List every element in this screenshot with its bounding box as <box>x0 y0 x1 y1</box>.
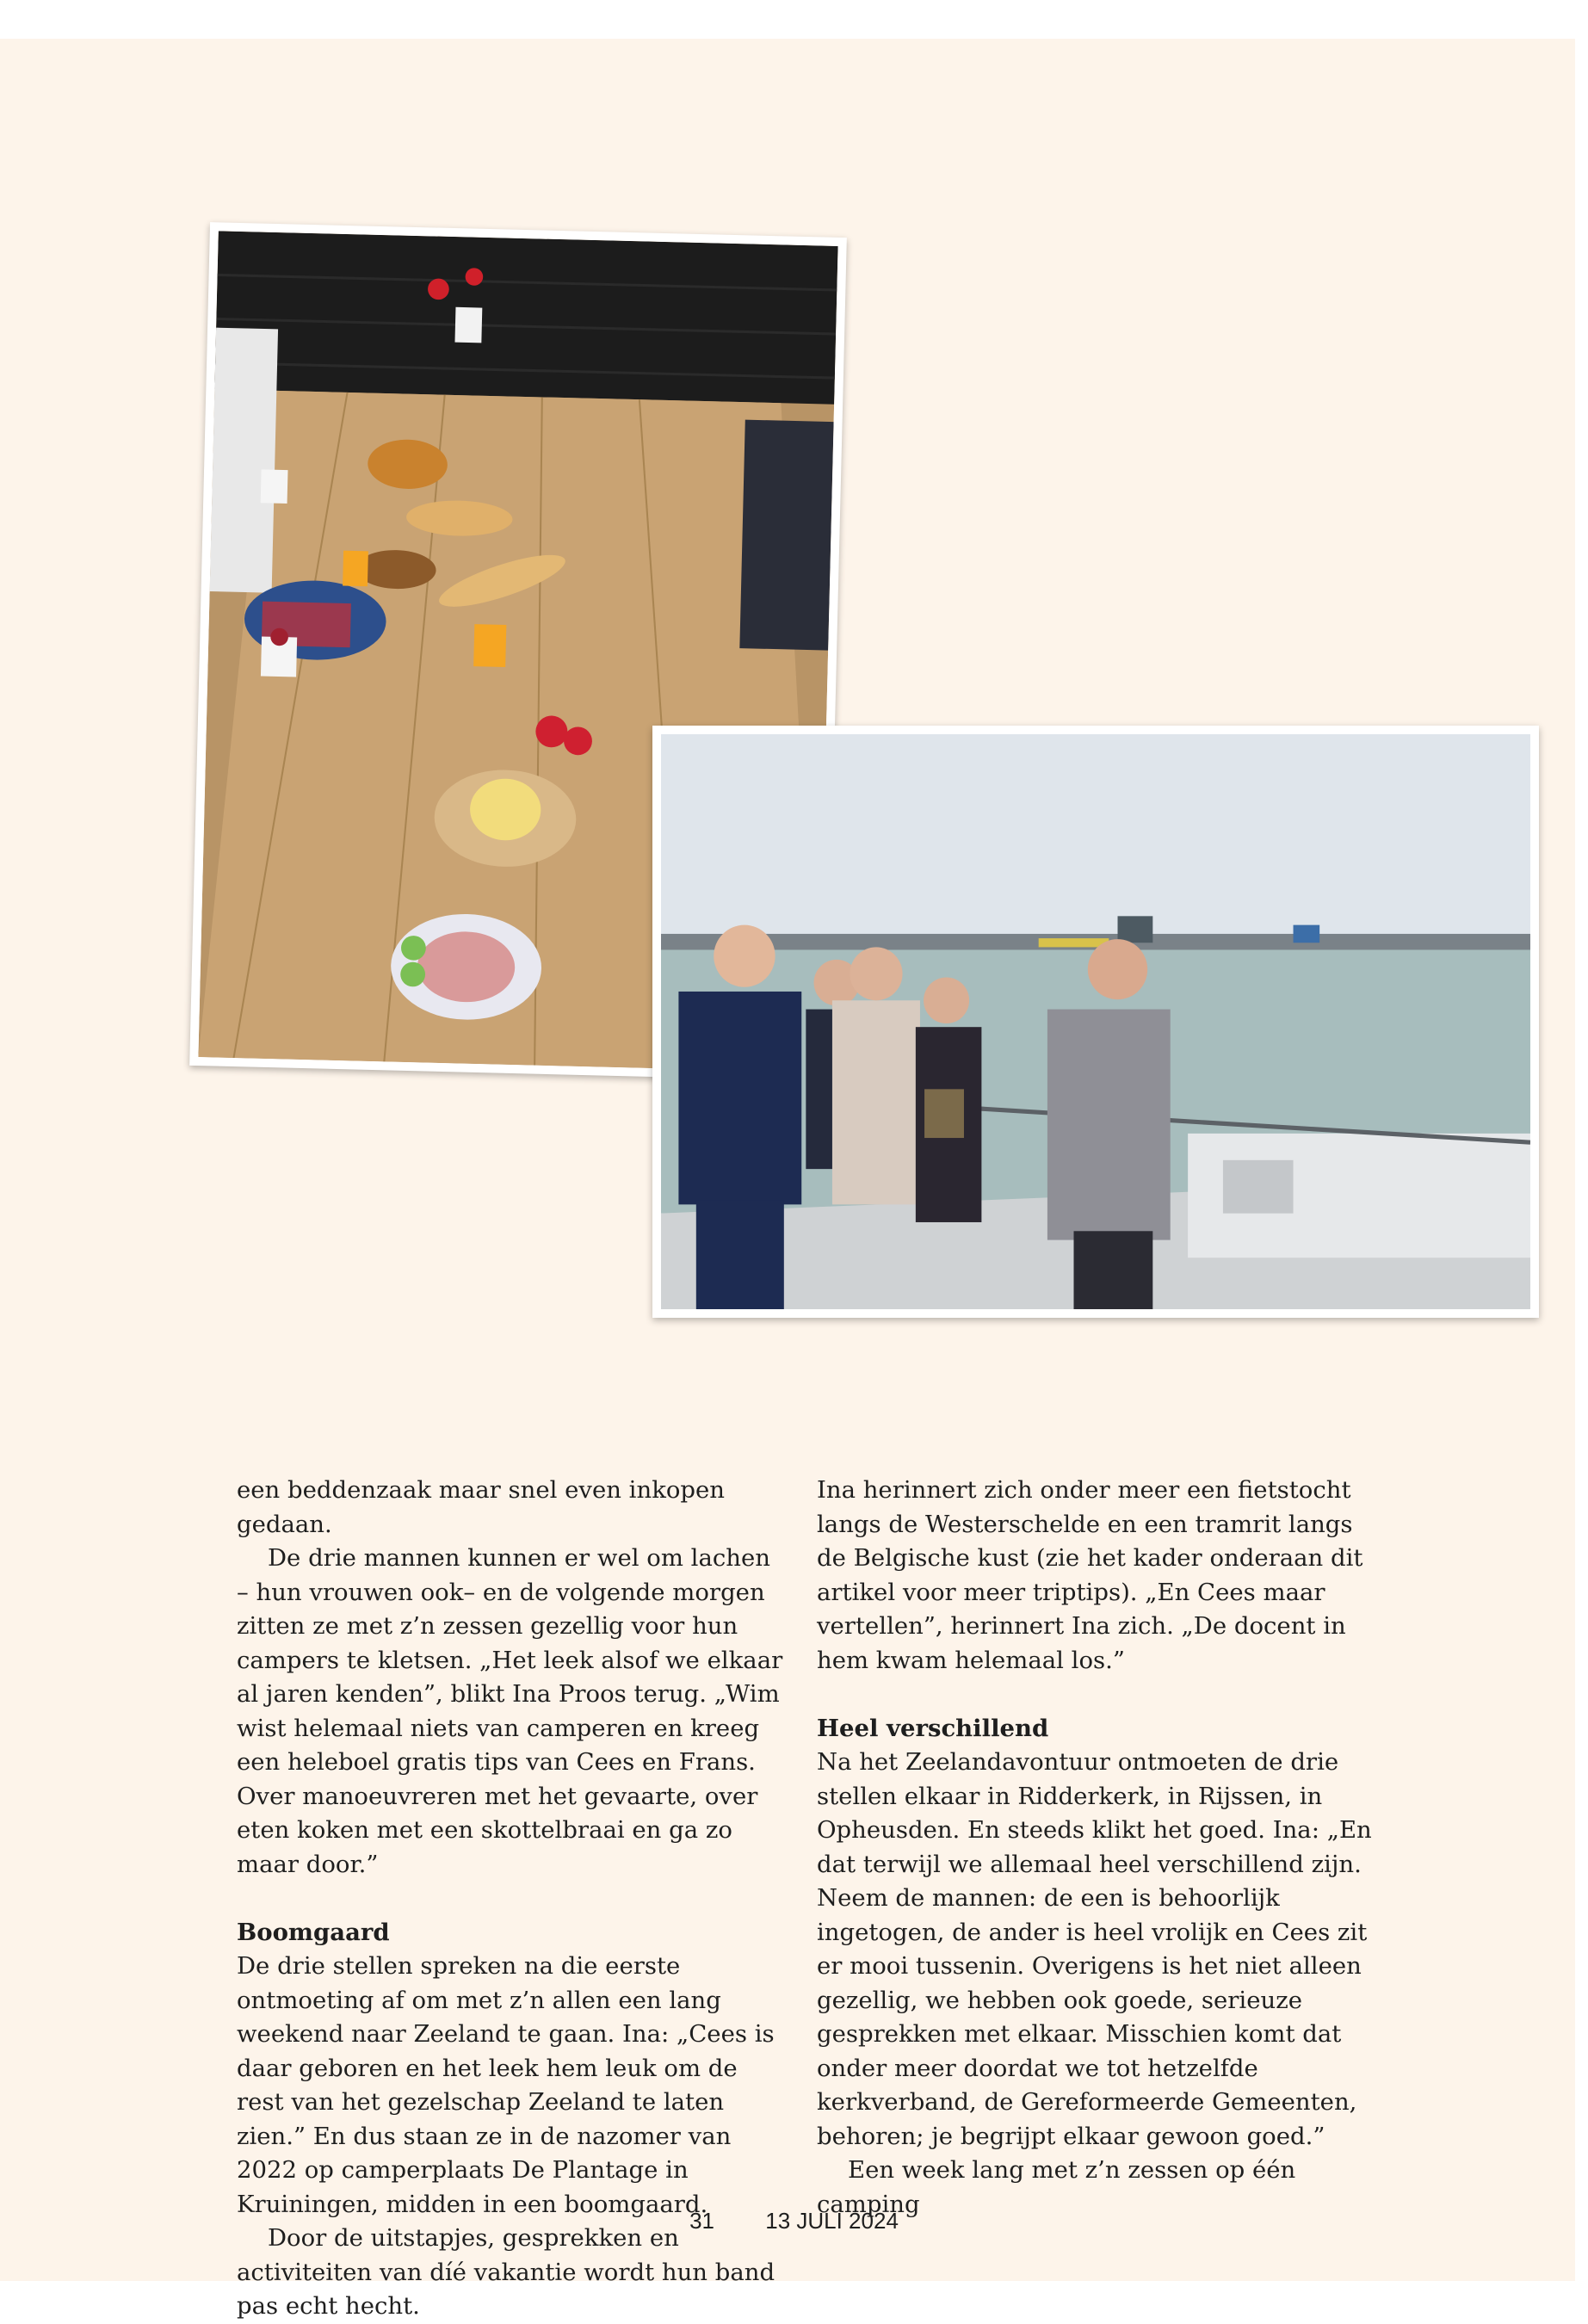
paragraph: De drie stellen spreken na die eerste ontmoeting af om met z’n allen een lang weekend naar Zeeland te gaan. Ina: „Cees is daar geboren en het leek hem leuk om de rest van het gezelschap Zeeland te laten zien.” En dus staan ze in de nazomer van 2022 op camperplaats De Plantage in Kruiningen, midden in een boomgaard. <box>237 1952 775 2218</box>
magazine-page <box>0 39 1575 2320</box>
section-heading: Boomgaard <box>237 1918 390 1946</box>
group-on-ferry-photo <box>652 726 1539 1318</box>
page-number: 31 <box>689 2208 714 2234</box>
article-column-right <box>817 1474 1376 2222</box>
page-footer <box>0 2208 1588 2234</box>
article-column-left <box>237 1474 788 2324</box>
issue-date: 13 JULI 2024 <box>765 2208 899 2234</box>
paragraph: Na het Zeelandavontuur ontmoeten de drie stellen elkaar in Ridderkerk, in Rijssen, in Opheusden. En steeds klikt het goed. Ina: „En dat terwijl we allemaal heel verschillend zijn. Neem de mannen: de een is behoorlijk ingetogen, de ander is heel vrolijk en Cees zit er mooi tussenin. Overigens is het niet alleen gezellig, we hebben ook goede, serieuze gesprekken met elkaar. Misschien komt dat onder meer doordat we tot hetzelfde kerkverband, de Gereformeerde Gemeenten, behoren; je begrijpt elkaar gewoon goed.” <box>817 1748 1372 2150</box>
section-heading: Heel verschillend <box>817 1714 1049 1742</box>
paragraph: Ina herinnert zich onder meer een fietstocht langs de Westerschelde en een tramrit langs de Belgische kust (zie het kader onderaan dit artikel voor meer triptips). „En Cees maar vertellen”, herinnert Ina zich. „De docent in hem kwam helemaal los.” <box>817 1476 1363 1674</box>
ferry-group-image <box>661 734 1530 1309</box>
paragraph: Door de uitstapjes, gesprekken en activiteiten van díé vakantie wordt hun band pas echt hecht. <box>237 2224 775 2320</box>
paragraph: een beddenzaak maar snel even inkopen gedaan. <box>237 1476 725 1538</box>
paragraph: De drie mannen kunnen er wel om lachen – hun vrouwen ook– en de volgende morgen zitten ze met z’n zessen gezellig voor hun campers te kletsen. „Het leek alsof we elkaar al jaren kenden”, blikt Ina Proos terug. „Wim wist helemaal niets van camperen en kreeg een heleboel gratis tips van Cees en Frans. Over manoeuvreren met het gevaarte, over eten koken met een skottelbraai en ga zo maar door.” <box>237 1544 783 1878</box>
paragraph: Een week lang met z’n zessen op één camping <box>817 2156 1296 2218</box>
